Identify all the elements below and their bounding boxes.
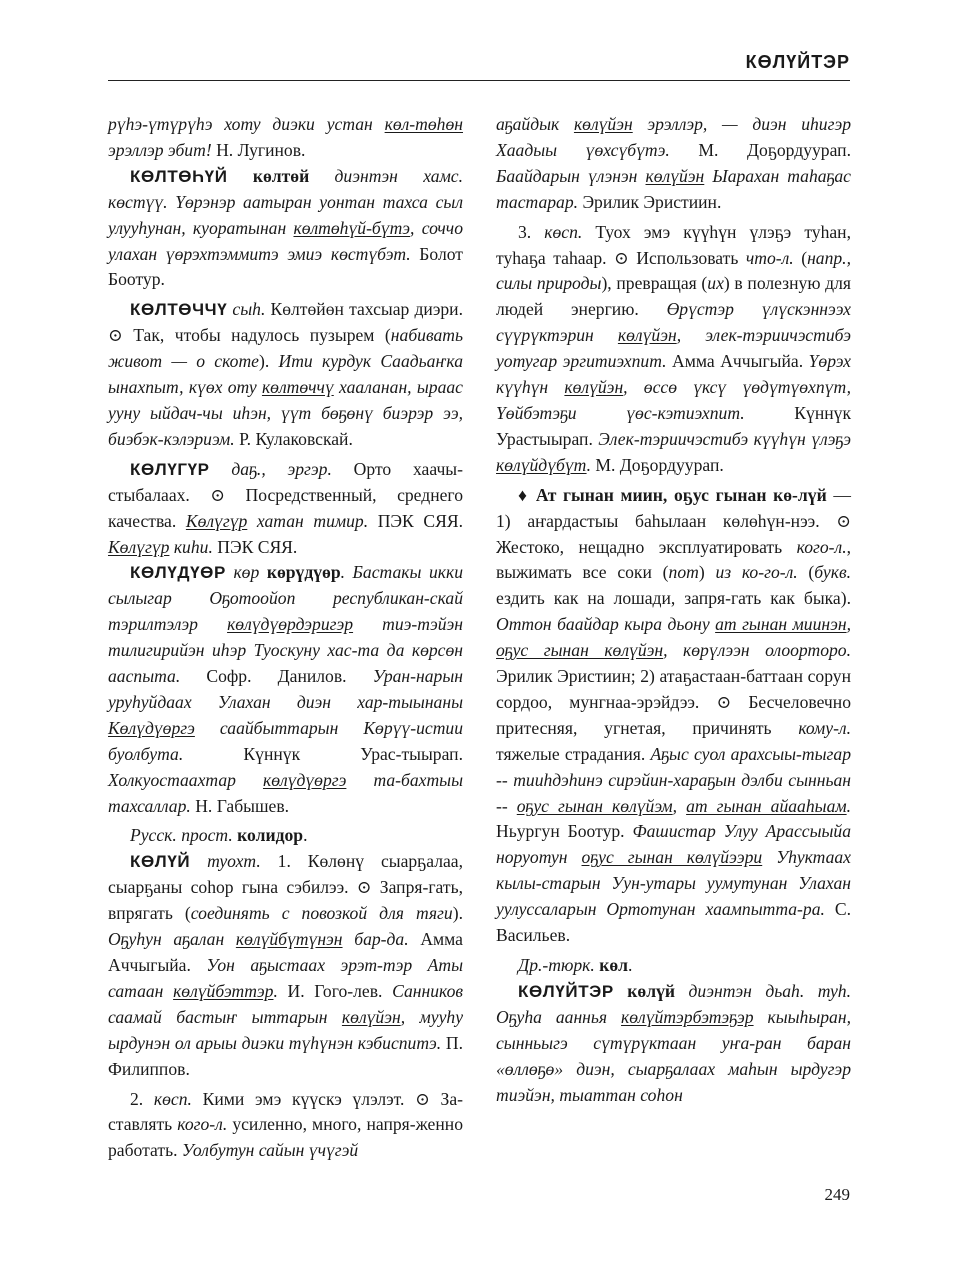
running-head-title: КӨЛҮЙТЭР [745,52,850,72]
italic-text: , соччо улахан үөрэхтэммитэ эмиэ көстүбэт. [108,217,463,264]
italic-text: , элек-тэриичэстибэ уотугар эргитиэхпит. [496,325,851,372]
etymology-note [496,953,851,979]
bold-text: ♦ Ат гынан миин, оҕус гынан кө-лүй [518,484,827,505]
underlined-term: көлтөччү [261,377,334,398]
plain-text: , выжимать все соки ( [496,536,851,583]
italic-text: Уран-нарын уруһуйдаах Улахан диэн хар-тыынаны [108,666,463,712]
plain-text: ) в полезную для людей энергию. [496,273,851,320]
plain-text: М. Доҕордуурап. [698,139,851,160]
italic-text: Оттон баайдар кыра дьону [496,614,716,635]
italic-text: кого-л. [796,536,847,557]
headword: КӨЛҮДҮӨР [130,563,226,583]
italic-text: аҕайдык [496,114,574,134]
plain-text: тяжелые страдания. [496,743,651,764]
italic-text: эрэллэр, — диэн иһигэр Хаадыы үөхсүбүтэ. [496,114,851,160]
underlined-term: көл-төһөн [384,114,463,134]
underlined-term: көлүйэн [564,377,624,398]
entry-paragraph [496,112,851,216]
italic-text: рүһэ-үтүрүһэ хоту диэки устан [108,114,385,134]
italic-text: набивать живот — о скоте [108,325,463,372]
plain-text: Р. Кулаковскай. [239,428,353,449]
underlined-term: Көлүгүр [108,536,170,557]
plain-text [614,981,627,1001]
plain-text: ( [797,562,815,583]
italic-text: тиэ-тэйэн тилигирийэн иһэр Туоскуну хас-та да көрсөн ааспыта. [108,614,463,687]
italic-text: , көрүлээн олоорторо. [663,640,851,661]
plain-text: Кими эмэ күүскэ үлэлэт. ⊙ За-ставлять [108,1088,464,1135]
etymology-note [108,823,463,849]
italic-text: туохт. [190,851,278,872]
italic-text: . [586,454,596,475]
underlined-term: көлтөһүй-бүтэ [293,217,411,238]
italic-text: киһи. [169,536,218,557]
underlined-term: көлүйтэрбэтэҕэр [621,1006,754,1027]
entry-koluyter [496,979,851,1109]
plain-text: М. Доҕордуурап. [595,454,724,475]
italic-text: Уон аҕыстаах эрэт-тэр Аты сатаан [108,955,463,1001]
italic-text: Санников саамай бастыҥ ыттарын [108,980,464,1027]
plain-text: И. Гого-лев. [287,980,393,1001]
bold-text: көлүй [627,980,676,1001]
underlined-term: ат гынан айааһыам [686,795,847,816]
italic-text: сыһ. [227,299,271,320]
underlined-term: Көлүгүр [185,510,248,531]
plain-text: Болот Боотур. [108,243,463,290]
plain-text: ) [698,562,716,583]
italic-text: . [846,795,852,816]
italic-text: хааланан, ыраас ууну ыйдач-чы иһэн, үүт бөҕөнү биэрэр ээ, биэбэк-кэлэриэм. [108,377,463,449]
italic-text: что-л. [745,247,794,268]
italic-text: Фашистар Улуу Арассыыйа норуотун [496,821,852,868]
italic-text: . Бастакы икки сылыгар Оҕотоойоп республикан-скай тэрилтэлэр [108,562,463,635]
bold-text: көл [599,955,628,975]
plain-text: 2. [130,1088,154,1109]
italic-text: та-бахтыы тахсаллар. [108,769,464,816]
plain-text: Н. Лугинов. [216,139,306,160]
underlined-term: көлүдүөргэ [262,769,347,790]
plain-text: Көлтөйөн тахсыар диэри. ⊙ Так, чтобы надулось пузырем ( [108,299,463,346]
italic-text: их [707,273,724,294]
entry-koltohuy [108,164,463,294]
underlined-term: көлүйбэттэр [173,980,274,1001]
entry-paragraph [108,112,463,164]
italic-text: Оҕуһун аҕалан [108,929,236,950]
underlined-term: көлүдүөрдэригэр [227,614,354,635]
page-number: 249 [824,1185,850,1204]
headword: КӨЛТӨЧЧҮ [130,300,228,320]
plain-text: ). [452,903,463,924]
plain-text: ), превращая ( [601,273,708,294]
plain-text: Эрилик Эристиин; 2) атаҕастаан-баттаан сорун сордоо, мунгнаа-эрэйдээ. ⊙ Бесчеловечно притесняя, угнетая, причинять [496,666,851,738]
italic-text: кому-л. [798,717,851,738]
headword: КӨЛҮЙ [130,852,191,872]
italic-text: хатан тимир. [247,510,378,531]
plain-text: ПЭК СЯЯ. [217,536,298,557]
underlined-term: оҕус гынан көлүйэм [516,795,673,816]
underlined-term: оҕус гынан көлүйэн [496,640,664,661]
italic-text: Уһуктаах кылы-старын Уун-утары уумутунан Улахан уулуссаларын Ортотунан хаампытта-ра. [496,847,851,920]
entry-koltochchu [108,297,463,452]
underlined-term: көлүйэн [573,114,633,134]
underlined-term: көлүйэн [617,325,677,346]
plain-text: Орто хаачы-стыбалаах. ⊙ Посредственный, среднего качества. [108,458,463,531]
plain-text [228,166,253,186]
running-header [108,50,850,81]
plain-text: 1. Көлөнү сыарҕалаа, сыарҕаны соһор гына сэбилээ. ⊙ Запря-гать, впрягать ( [108,851,463,924]
plain-text: Эрилик Эристиин. [582,191,722,212]
italic-text: Уолбутун сайын үчүгэй [181,1140,359,1161]
italic-text: Ити курдук Саадьаҥка ынахпыт, күөх оту [108,351,464,398]
underlined-term: Көлүдүөргэ [108,717,195,738]
underlined-term: көлүйбүтүнэн [235,929,343,950]
italic-text: көр [225,562,267,583]
underlined-term: көлүйэн [341,1006,401,1027]
italic-text: пот [668,562,699,583]
italic-text: Русск. прост. [130,825,238,846]
idiom-paragraph [496,483,851,949]
italic-text: кого-л. [177,1114,228,1135]
underlined-term: оҕус гынан көлүйээри [581,847,763,868]
italic-text: даҕ., эргэр. [209,458,354,479]
italic-text: напр., силы природы [496,247,851,294]
plain-text: . [303,825,308,846]
plain-text: Ньургун Боотур. [496,821,633,842]
italic-text: Баайдарын үлэнэн [496,165,646,186]
italic-text: эрэллэр эбит! [108,139,217,160]
italic-text: диэнтэн дьаһ. туһ. Оҕуһа ааннья [496,980,851,1027]
plain-text: Туох эмэ күүһүн үлэҕэ туһан, туһаҕа таһаар. ⊙ Использовать [496,221,851,268]
entry-kolugur [108,457,463,561]
plain-text: ( [793,247,808,268]
italic-text: бар-да. [342,929,421,950]
plain-text: Күннүк Урастыырап. [496,402,851,449]
plain-text: ПЭК СЯЯ. [377,510,463,531]
italic-text: Ыарахан таһаҕас тастарар. [496,165,851,212]
plain-text: Күннүк Урас-тыырап. [243,743,463,764]
italic-text: Холкуостаахтар [108,769,263,790]
italic-text: . [273,980,288,1001]
headword: КӨЛҮГҮР [130,459,210,479]
italic-text: көсп. [153,1088,203,1109]
underlined-term: көлүйдүбүт [496,454,587,475]
italic-text: Др.-тюрк. [518,955,600,975]
italic-text: диэнтэн хамс. көстүү. Үөрэнэр аатыран уонтан тахса сыл улууһунан, куоратынан [108,165,464,238]
entry-koluy-sense-3 [496,220,851,479]
plain-text: П. Филиппов. [108,1032,463,1079]
italic-text: , [846,614,851,635]
italic-text: , өссө үксү үөдүтүөхпүт, Үөйбэтэҕи үөс-кэтиэхпит. [496,377,851,423]
entry-koluy [108,849,463,1082]
plain-text: Софр. Данилов. [206,666,373,687]
italic-text: Өрүстэр үлүскэннээх сүүрүктэрин [496,299,851,346]
bold-text: көлтөй [252,165,310,186]
plain-text: усиленно, много, напря-женно работать. [108,1114,463,1161]
underlined-term: көлүйэн [645,165,705,186]
plain-text: . [628,955,633,975]
plain-text: Амма Аччыгыйа. [108,929,463,975]
plain-text: С. Васильев. [496,899,851,946]
entry-koluy-sense-2 [108,1087,463,1165]
plain-text: Амма Аччыгыйа. [672,351,809,372]
italic-text: букв. [814,562,851,583]
italic-text: Үөрэх күүһүн [496,351,851,398]
bold-text: колидор [237,825,304,846]
italic-text: саайбыттарын Көрүү-истии буолбута. [108,717,463,764]
plain-text: 3. [518,221,545,242]
right-column [496,112,851,1108]
plain-text: Н. Габышев. [195,795,290,816]
plain-text: ездить как на лошади, запря-гать как быка). [496,588,851,609]
italic-text: , [672,795,687,816]
italic-text: из ко-го-л. [715,562,798,583]
entry-koluduor [108,560,463,819]
left-column [108,112,463,1164]
plain-text: ). [258,351,279,372]
underlined-term: ат гынан миинэн [715,614,847,635]
headword: КӨЛТӨҺҮЙ [130,166,228,186]
italic-text: көсп. [544,221,596,242]
italic-text: , мууһу ырдунэн ол арыы диэки түһүнэн кэбиспитэ. [108,1006,464,1053]
headword: КӨЛҮЙТЭР [518,981,614,1001]
italic-text: соединять с повозкой для тяги [190,903,453,924]
plain-text: — 1) аҥардастыы баһылаан көлөһүн-нээ. ⊙ Жестоко, нещадно эксплуатировать [496,484,851,557]
italic-text: Элек-тэриичэстибэ күүһүн үлэҕэ [598,428,851,449]
italic-text: Аҕыс суол арахсыы-тыгар -- тииһдэһинэ сирэйин-хараҕын дэлби сынньан -- [496,743,851,816]
bold-text: көрүдүөр [266,562,341,583]
italic-text: кыыһыран, сынньыгэ сүтүрүктаан уҥа-ран баран «өллөҕө» диэн, сыарҕалаах маһын ырдугэр тиэйэн, тыаттан соһон [496,1006,851,1105]
